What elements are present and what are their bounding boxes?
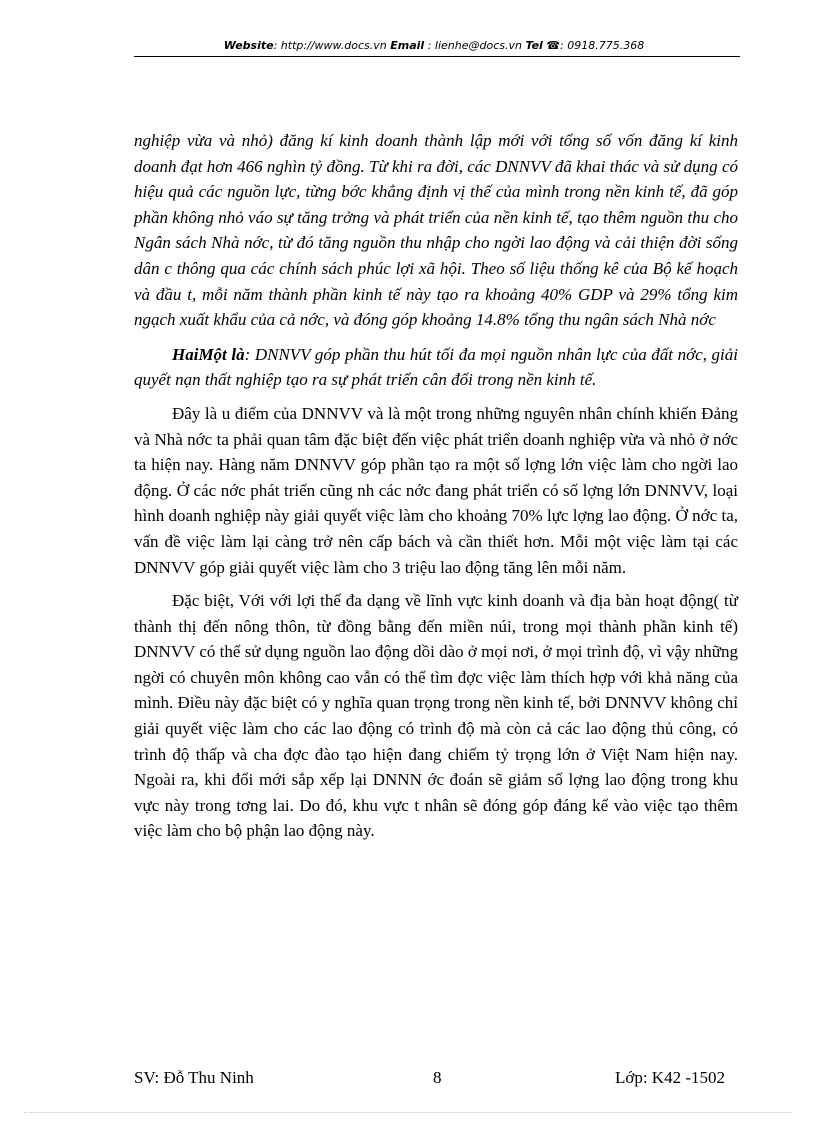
paragraph-2-text: : DNNVV góp phần thu hút tối đa mọi nguồn nhân lực của đất nớc, giải quyết nạn thất nghiệp tạo ra sự phát triển cân đối trong nền kinh tế. [134,344,739,390]
email-address: : lienhe@docs.vn [424,39,526,52]
paragraph-4: Đặc biệt, Với với lợi thế đa dạng về lĩnh vực kinh doanh và địa bàn hoạt động( từ thành thị đến nông thôn, từ đồng bằng đến miền núi, trong mọi thành phần kinh tế) DNNVV có thể sử dụng nguồn lao động dồi dào ở mọi nơi, ở mọi trình độ, vì vậy những ngời có chuyên môn không cao vẫn có thể tìm đợc việc làm thích hợp với khả năng của mình. Điều này đặc biệt có y nghĩa quan trọng trong nền kinh tế, bởi DNNVV không chỉ giải quyết việc làm cho các lao động có trình độ mà còn cả các lao động thủ công, có trình độ thấp và cha đợc đào tạo hiện đang chiếm tỷ trọng lớn ở Việt Nam hiện nay. Ngoài ra, khi đổi mới sắp xếp lại DNNN ớc đoán sẽ giảm số lợng lao động trong khu vực này trong tơng lai. Do đó, khu vực t nhân sẽ đóng góp đáng kể vào việc tạo thêm việc làm cho bộ phận lao động này. [134,591,738,841]
paragraph-2 [134,342,738,393]
paragraph-1: nghiệp vừa và nhỏ) đăng kí kinh doanh thành lập mới với tổng số vốn đăng kí kinh doanh đạt hơn 466 nghìn tỷ đồng. Từ khi ra đời, các DNNVV đã khai thác và sử dụng có hiệu quả các nguồn lực, từng bớc khẳng định vị thế của mình trong nền kinh tế, đã góp phần không nhỏ váo sự tăng trởng và phát triển của nền kinh tế, tạo thêm nguồn thu cho Ngân sách Nhà nớc, từ đó tăng nguồn thu nhập cho ngời lao động và cải thiện đời sống dân c thông qua các chính sách phúc lợi xã hội. Theo số liệu thống kê của Bộ kế hoạch và đầu t, mỗi năm thành phần kinh tế này tạo ra khoảng 40% GDP và 29% tổng kim ngạch xuất khẩu của cả nớc, và đóng góp khoảng 14.8% tổng thu ngân sách Nhà nớc [134,131,738,330]
page-footer [134,1068,738,1092]
website-label: Website [223,39,274,52]
website-url: : http://www.docs.vn [273,39,391,52]
header-divider [134,56,740,57]
page-bottom-border [24,1112,792,1113]
page-header [134,39,734,52]
page-number: 8 [433,1068,442,1087]
tel-number: : 0918.775.368 [560,39,645,52]
paragraph-3: Đây là u điểm của DNNVV và là một trong những nguyên nhân chính khiến Đảng và Nhà nớc ta phải quan tâm đặc biệt đến việc phát triển doanh nghiệp vừa và nhỏ ở nớc ta hiện nay. Hàng năm DNNVV góp phần tạo ra một số lợng lớn việc làm cho ngời lao động. Ở các nớc phát triển cũng nh các nớc đang phát triển có số lợng lớn DNNVV, loại hình doanh nghiệp này giải quyết việc làm cho khoảng 70% lực lợng lao động. Ở nớc ta, vấn đề việc làm lại càng trở nên cấp bách và cần thiết hơn. Mỗi một việc làm tại các DNNVV góp giải quyết việc làm cho 3 triệu lao động tăng lên mỗi năm. [134,403,738,577]
document-body [134,128,738,852]
email-label: Email [390,39,425,52]
student-name: SV: Đỗ Thu Ninh [134,1068,254,1087]
class-code: Lớp: K42 -1502 [614,1068,725,1087]
phone-icon: ☎ [546,39,561,52]
paragraph-2-lead: HaiMột là [172,344,245,364]
tel-label: Tel [525,39,543,52]
